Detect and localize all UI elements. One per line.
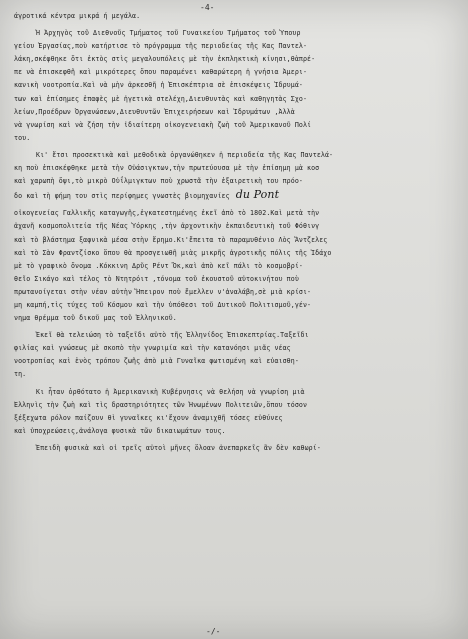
text-line: του. [14,133,31,142]
text-line: Ἐκεῖ θὰ τελειώση τὸ ταξεῖδι αὐτὸ τῆς Ἑλληνίδος Ἐπισκεπτρίας.Ταξεῖδι [36,331,309,340]
text-line: ἀχανῆ κοσμοπολιτεία τῆς Νέας Ὑόρκης ,τὴν ἀρχοντικὴν ἐκπαιδευτικὴ τοῦ Φόθινγ [14,222,320,231]
paragraph-6 [14,442,462,455]
text-line: καὶ τὸ βλάστημα ξαφνικὰ μέσα στὴν ἔρημο.Κι'ἔπειτα τὸ παραμυθένιο Λὸς Ἄντζελες [14,235,328,244]
paragraph-0 [14,10,462,23]
text-line: Ἑλληνὶς τὴν ζωὴ καὶ τὶς δραστηριότητες τῶν Ἡνωμένων Πολιτειῶν,ὅπου τόσον [14,400,308,409]
text-line: λάκη,σκέφθηκε ὅτι ἐκτὸς στὶς μεγαλουπόλεις μὲ τὴν ἐκπληκτικὴ κίνησι,θὰπρέ- [14,55,316,64]
text-line: μὲ τὸ γραφικὸ ὄνομα .Κόκκινη Δρῦς Ρέντ Ὄκ,καὶ ἀπὸ κεῖ πάλι τὸ κοσμοβρί- [14,261,303,270]
text-line: γείου Ἐργασίας,ποὺ κατήρτισε τὸ πρόγραμμα τῆς περιοδείας τῆς Κας Παντελ- [14,42,308,51]
text-line: Ἐπειδὴ φυσικὰ καὶ οἱ τρεῖς αὐτοὶ μῆνες ὅλοαν ἀνεπαρκεῖς ἂν δὲν καθωρί- [36,443,321,452]
text-line: καὶ τὸ Σὰν Φραντζίσκο ὅπου θὰ προσγειωθῆ μιὰς μικρῆς ἀγροτικῆς πόλις τῆς Ἰδάχο [14,248,332,257]
text-line: τη. [14,370,27,379]
paragraph-5 [14,386,462,438]
text-line: νημα θρέμμα τοῦ δικοῦ μας τοῦ Ἑλληνικοῦ. [14,314,177,323]
text-line: πε νὰ ἐπισκεφθῆ καὶ μικρότερες ὅπου παραμένει καθαρώτερη ἡ γνήσια Ἀμερι- [14,68,308,77]
text-line: κη ποὺ ἐπισκέφθηκε μετὰ τὴν Οὐάσιγκτων,τὴν πρωτεύουσα μὲ τὴν ἐπίσημη μὰ κοσ [14,164,320,173]
paragraph-3 [14,207,462,325]
text-line: λείων,Προέδρων Ὀργανώσεων,Διευθυντῶν Ἐπιχειρήσεων καὶ Ἱδρυμάτων ,Ἀλλὰ [14,107,295,116]
paragraph-1 [14,27,462,145]
text-line: καὶ ὑποχρεώσεις,ἀνάλογα φυσικὰ τῶν δικαιωμάτων τους. [14,426,226,435]
text-line: δο καὶ τὴ φήμη του στὶς περίφημες γνωστὲς βιομηχανίες [14,192,230,201]
handwritten-annotation: du Pont [235,188,280,202]
text-line-with-annotation [14,188,462,203]
text-line: των καὶ ἐπίσημες ἐπαφὲς μὲ ἡγετικὰ στελέχη,Διευθυντὰς καὶ καθηγητὰς Σχο- [14,94,308,103]
text-line: οἰκογενείας Γαλλικῆς καταγωγῆς,ἐγκατεστημένης ἐκεῖ ἀπὸ τὸ 1802.Καὶ μετὰ τὴν [14,209,320,218]
text-line: ξέξεχωτα ρόλον παίζουν θὶ γυναῖκες κι'ἔχουν ἀναμιχθῆ τόσες εὐθύνες [14,413,283,422]
page-number: -4- [200,3,215,12]
text-line: καὶ χαρωπὴ ὄψι,τὸ μικρὸ Οὐΐλμιγκτων ποὺ χρωστᾶ τὴν ἐξαιρετικὴ του πρόο- [14,177,303,186]
document-body [14,10,462,459]
text-line: Κι ἦταν ὀρθότατο ἡ Ἀμερικανικὴ Κυβέρνησις νὰ θελήση νὰ γνωρίση μιὰ [36,387,305,396]
text-line: άγροτικά κέντρα μικρά ή μεγάλα. [14,12,141,20]
text-line: Κι' ἔτσι προσεκτικὰ καὶ μεθοδικὰ ὀργανώθηκεν ἡ περιοδεία τῆς Κας Παντελά- [36,150,334,159]
text-line: πρωτανοίγεται στὴν νέαν αὐτὴν Ἤπειρον ποὺ ἔμελλεν ν'ἀναλάβη,σὲ μιὰ κρίσι- [14,287,312,296]
text-line: θεῖο Σικάγο καὶ τέλος τὸ Ντητρόιτ ,τόνομα τοῦ ἐκουστοῦ αὐτοκινήτου ποὺ [14,274,299,283]
text-line: Ἡ Ἀρχηγὸς τοῦ Διεθνοῦς Τμήματος τοῦ Γυναικείου Τμήματος τοῦ Ὑπουρ [36,29,301,38]
text-line: νοοτροπίας καὶ ἑνὸς τρόπου ζωῆς ἀπὸ μιὰ Γυναῖκα φωτισμένη καὶ εὐαισθη- [14,357,299,366]
paragraph-2 [14,149,462,203]
continuation-mark: -/- [206,627,221,636]
text-line: μη καμπή,τὶς τύχες τοῦ Κόσμου καὶ τὴν ὑπόθεσι τοῦ Δυτικοῦ Πολιτισμοῦ,γέν- [14,300,312,309]
text-line: φιλίας καὶ γνώσεως μὲ σκοπὸ τὴν γνωριμία καὶ τὴν κατανόησι μιᾶς νέας [14,344,291,353]
text-line: νὰ γνωρίση καὶ νὰ ζήση τὴν ἰδιαίτερη οἰκογενειακὴ ζωὴ τοῦ Ἀμερικανοῦ Πολί [14,120,312,129]
text-line: κανικὴ νοοτροπία.Καὶ νὰ μὴν ἀρκεσθῆ ἡ Ἐπισκέπτρια σὲ ἐπισκέψεις Ἱδρυμά- [14,81,303,90]
paragraph-4 [14,329,462,381]
